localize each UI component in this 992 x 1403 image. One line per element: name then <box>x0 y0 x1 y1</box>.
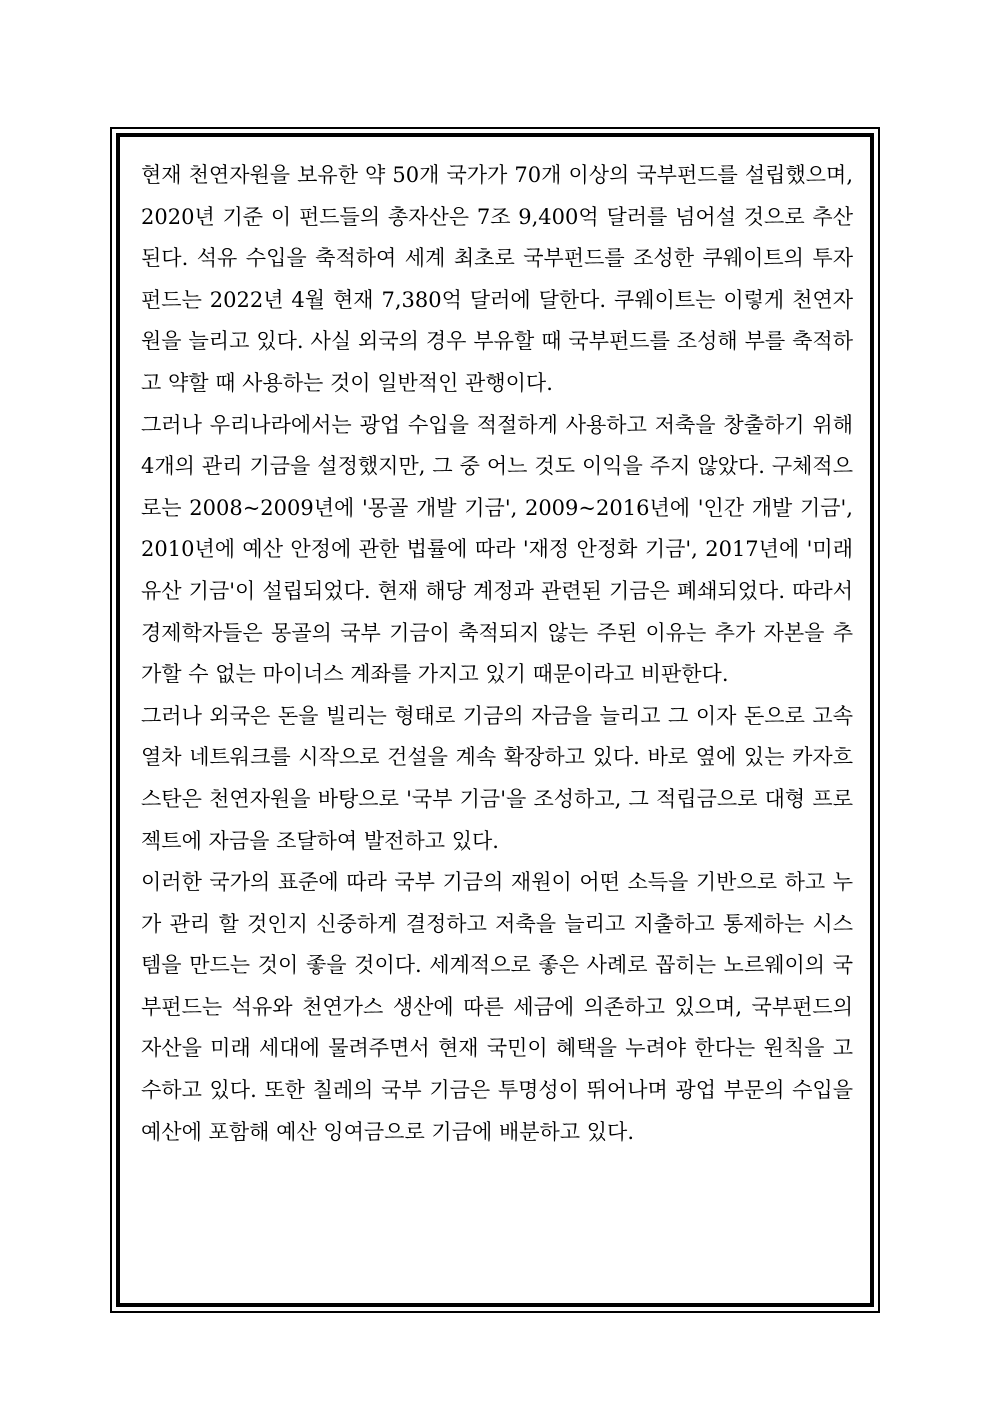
paragraph-4: 이러한 국가의 표준에 따라 국부 기금의 재원이 어떤 소득을 기반으로 하고 누가 관리 할 것인지 신중하게 결정하고 저축을 늘리고 지출하고 통제하는 시스템을 만드는 것이 좋을 것이다. 세계적으로 좋은 사례로 꼽히는 노르웨이의 국부펀드는 석유와 천연가스 생산에 따른 세금에 의존하고 있으며, 국부펀드의 자산을 미래 세대에 물려주면서 현재 국민이 혜택을 누려야 한다는 원칙을 고수하고 있다. 또한 칠레의 국부 기금은 투명성이 뛰어나며 광업 부문의 수입을 예산에 포함해 예산 잉여금으로 기금에 배분하고 있다. <box>141 870 853 1144</box>
paragraph-1: 현재 천연자원을 보유한 약 50개 국가가 70개 이상의 국부펀드를 설립했으며, 2020년 기준 이 펀드들의 총자산은 7조 9,400억 달러를 넘어설 것으로 추산된다. 석유 수입을 축적하여 세계 최초로 국부펀드를 조성한 쿠웨이트의 투자 펀드는 2022년 4월 현재 7,380억 달러에 달한다. 쿠웨이트는 이렇게 천연자원을 늘리고 있다. 사실 외국의 경우 부유할 때 국부펀드를 조성해 부를 축적하고 약할 때 사용하는 것이 일반적인 관행이다. <box>141 163 853 395</box>
paragraph-2: 그러나 우리나라에서는 광업 수입을 적절하게 사용하고 저축을 창출하기 위해 4개의 관리 기금을 설정했지만, 그 중 어느 것도 이익을 주지 않았다. 구체적으로는 2008~2009년에 '몽골 개발 기금', 2009~2016년에 '인간 개발 기금', 2010년에 예산 안정에 관한 법률에 따라 '재정 안정화 기금', 2017년에 '미래 유산 기금'이 설립되었다. 현재 해당 계정과 관련된 기금은 폐쇄되었다. 따라서 경제학자들은 몽골의 국부 기금이 축적되지 않는 주된 이유는 추가 자본을 추가할 수 없는 마이너스 계좌를 가지고 있기 때문이라고 비판한다. <box>141 412 853 687</box>
document-body <box>141 155 853 1153</box>
paragraph-3: 그러나 외국은 돈을 빌리는 형태로 기금의 자금을 늘리고 그 이자 돈으로 고속 열차 네트워크를 시작으로 건설을 계속 확장하고 있다. 바로 옆에 있는 카자흐스탄은 천연자원을 바탕으로 '국부 기금'을 조성하고, 그 적립금으로 대형 프로젝트에 자금을 조달하여 발전하고 있다. <box>141 703 853 853</box>
